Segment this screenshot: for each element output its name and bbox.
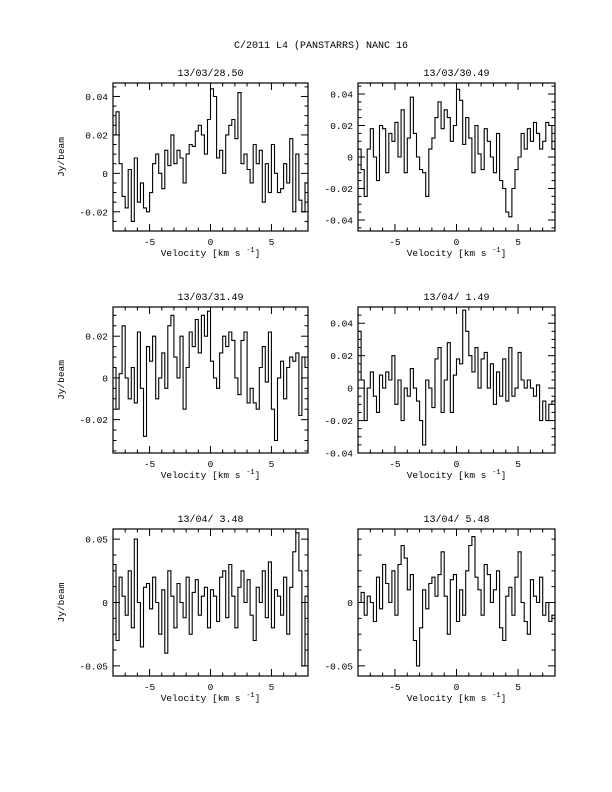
y-tick-label: -0.04 (324, 448, 353, 460)
x-tick-label: 0 (207, 682, 214, 693)
spectrum-panel (56, 514, 308, 704)
x-axis-label-sup: -1 (492, 247, 501, 255)
panel-title: 13/04/ 5.48 (423, 515, 490, 526)
x-tick-label: 0 (453, 459, 460, 470)
x-axis-label-text: Velocity [km s (160, 693, 247, 704)
spectrum-panel (324, 514, 555, 704)
y-tick-label: 0.04 (330, 89, 353, 101)
spectrum-line (358, 89, 555, 217)
x-axis-label-text: Velocity [km s (406, 470, 493, 481)
panel-title: 13/03/30.49 (423, 69, 490, 80)
x-axis-label-text: Velocity [km s (160, 470, 247, 481)
spectrum-line (113, 311, 308, 440)
plot-frame (358, 307, 555, 453)
spectrum-panel (324, 68, 555, 259)
y-tick-label: 0.02 (85, 331, 108, 343)
spectrum-panel (56, 292, 308, 481)
y-tick-label: 0.04 (330, 318, 353, 330)
x-axis-label (161, 247, 261, 259)
x-tick-label: -5 (389, 682, 401, 693)
x-tick-label: -5 (143, 459, 156, 470)
y-tick-label: -0.04 (324, 215, 353, 227)
y-tick-label: 0 (102, 373, 108, 385)
y-tick-label: 0.02 (330, 121, 353, 133)
panel-title: 13/03/31.49 (177, 293, 244, 304)
x-axis-label-sup: -1 (246, 247, 255, 255)
x-axis-label-close: ] (254, 248, 261, 259)
y-axis-label: Jy/beam (56, 360, 67, 400)
x-axis-label-text: Velocity [km s (406, 248, 493, 259)
y-tick-label: -0.02 (324, 416, 353, 428)
x-tick-label: -5 (389, 237, 401, 248)
spectrum-line (113, 89, 308, 222)
y-tick-label: -0.02 (79, 415, 108, 427)
y-tick-label: -0.02 (324, 183, 353, 195)
panel-title: 13/04/ 3.48 (177, 515, 244, 526)
y-tick-label: 0 (347, 152, 353, 164)
x-tick-label: -5 (389, 459, 401, 470)
x-tick-label: 0 (453, 682, 460, 693)
x-axis-label (407, 692, 507, 704)
x-axis-label (407, 247, 507, 259)
x-tick-label: 0 (453, 237, 460, 248)
y-tick-label: 0 (102, 168, 108, 180)
x-axis-label-close: ] (500, 248, 507, 259)
x-tick-label: -5 (143, 237, 156, 248)
x-tick-label: 0 (207, 459, 214, 470)
y-tick-label: 0 (347, 598, 353, 609)
y-tick-label: 0.05 (85, 534, 108, 546)
x-tick-label: 5 (268, 682, 275, 693)
y-tick-label: -0.02 (79, 207, 108, 219)
x-tick-label: -5 (143, 682, 156, 693)
y-tick-label: 0.02 (85, 130, 108, 142)
y-tick-label: 0 (102, 598, 108, 609)
x-axis-label (407, 469, 507, 481)
spectrum-line (113, 533, 308, 666)
y-axis-label: Jy/beam (56, 582, 67, 623)
y-axis-label: Jy/beam (56, 137, 67, 177)
x-tick-label: 5 (268, 459, 275, 470)
y-tick-label: 0 (347, 383, 353, 395)
y-tick-label: -0.05 (79, 661, 108, 673)
spectrum-panel (56, 68, 308, 259)
x-tick-label: 0 (207, 237, 214, 248)
panel-title: 13/03/28.50 (177, 69, 244, 80)
page-title: C/2011 L4 (PANSTARRS) NANC 16 (233, 41, 409, 52)
x-tick-label: 5 (515, 459, 521, 470)
x-tick-label: 5 (268, 237, 275, 248)
panel-title: 13/04/ 1.49 (423, 293, 490, 304)
x-axis-label-close: ] (254, 470, 261, 481)
x-axis-label (161, 469, 261, 481)
x-axis-label-text: Velocity [km s (160, 248, 247, 259)
y-tick-label: 0.04 (85, 91, 108, 103)
y-tick-label: -0.05 (324, 661, 353, 673)
x-axis-label (161, 692, 261, 704)
x-axis-label-close: ] (500, 470, 507, 481)
spectrum-line (358, 310, 555, 445)
spectrum-panel (324, 292, 555, 481)
y-tick-label: 0.02 (330, 351, 353, 363)
x-axis-label-sup: -1 (492, 692, 501, 700)
x-tick-label: 5 (515, 682, 521, 693)
x-axis-label-sup: -1 (492, 469, 501, 477)
x-axis-label-close: ] (500, 693, 507, 704)
x-axis-label-sup: -1 (246, 692, 255, 700)
x-tick-label: 5 (515, 237, 521, 248)
x-axis-label-text: Velocity [km s (406, 693, 493, 704)
spectra-panels (56, 68, 555, 704)
spectrum-line (358, 537, 555, 666)
x-axis-label-sup: -1 (246, 469, 255, 477)
x-axis-label-close: ] (254, 693, 261, 704)
